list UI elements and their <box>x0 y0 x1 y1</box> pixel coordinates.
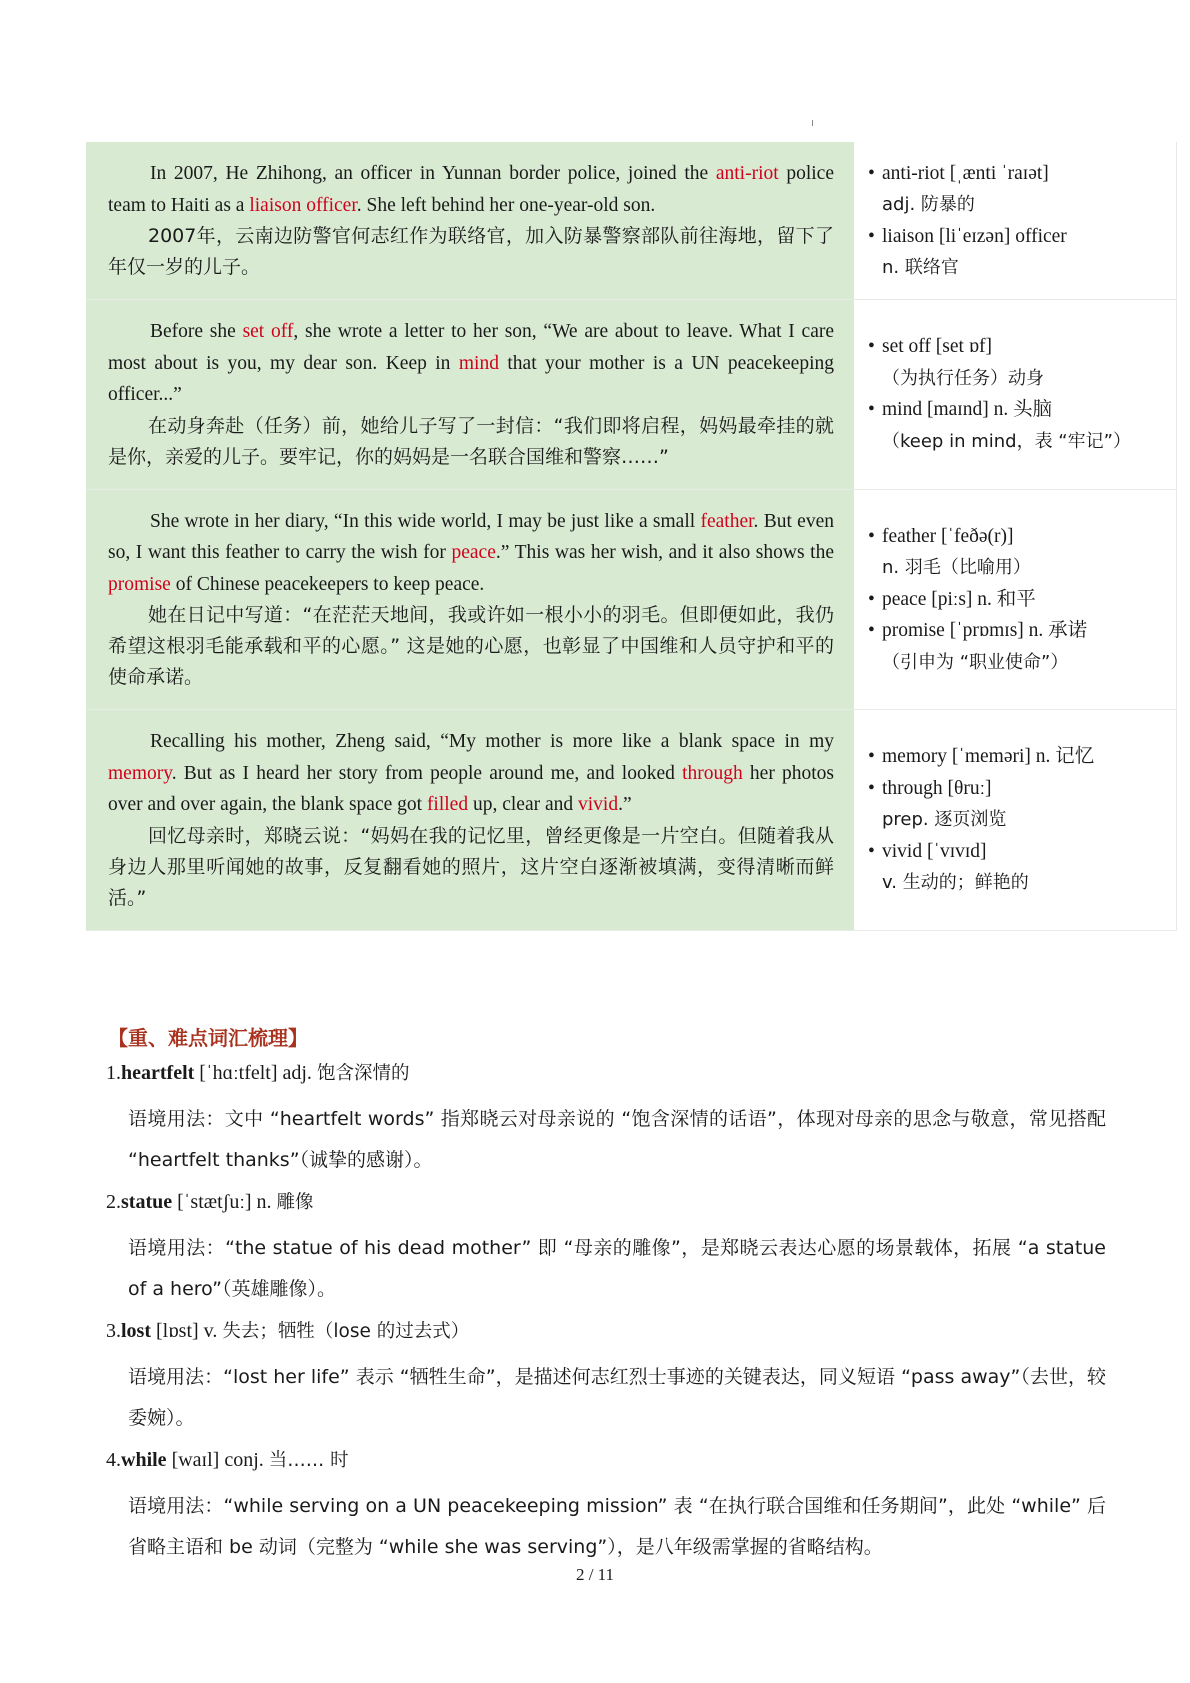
vocab-list <box>868 331 1164 457</box>
item-word: while <box>121 1449 167 1471</box>
vocab-entry <box>868 584 1164 616</box>
passage-english: Before she set off, she wrote a letter to her son, “We are about to leave. What I care most about is you, my dear son. Keep in mind that your mother is a UN peacekeeping officer...” <box>108 321 834 405</box>
item-usage: 语境用法：“while serving on a UN peacekeeping mission” 表 “在执行联合国维和任务期间”，此处 “while” 后省略主语和 be 动词（完整为 “while she was serving”），是八年级需掌握的省略结构。 <box>128 1495 1106 1558</box>
item-number: 4. <box>106 1449 121 1471</box>
vocab-gloss: （引申为 “职业使命”） <box>882 651 1069 673</box>
vocab-entry <box>868 615 1164 678</box>
item-usage: 语境用法：“lost her life” 表示 “牺牲生命”，是描述何志红烈士事迹的关键表达，同义短语 “pass away”（去世，较委婉）。 <box>128 1366 1106 1429</box>
vocab-gloss: n. 联络官 <box>882 257 959 278</box>
vocab-entry <box>868 773 1164 836</box>
vocab-items <box>106 1060 1106 1576</box>
vocab-item <box>106 1060 1106 1181</box>
passage-english: In 2007, He Zhihong, an officer in Yunnan border police, joined the anti-riot police team to Haiti as a liaison officer. She left behind her one-year-old son. <box>108 163 834 216</box>
vocab-item-heading <box>106 1189 1106 1216</box>
vocab-item-heading <box>106 1318 1106 1345</box>
item-phonetic: [ˈstætʃuː] n. <box>172 1191 277 1213</box>
vocab-entry <box>868 741 1164 773</box>
item-usage: 语境用法：“the statue of his dead mother” 即 “母亲的雕像”，是郑晓云表达心愿的场景载体，拓展 “a statue of a hero”（英雄雕像）。 <box>128 1237 1106 1300</box>
item-word: lost <box>121 1320 151 1342</box>
vocab-word: • through [θruː] <box>882 777 992 799</box>
vocab-cell <box>854 489 1177 710</box>
vocab-word: • feather [ˈfeðə(r)] <box>882 525 1014 547</box>
reading-table <box>86 142 1177 931</box>
reading-row <box>86 300 1177 490</box>
vocab-word: • peace [piːs] n. 和平 <box>882 588 1036 610</box>
vocab-gloss: prep. 逐页浏览 <box>882 809 1007 830</box>
vocab-gloss: （为执行任务）动身 <box>882 367 1044 389</box>
item-word: statue <box>121 1191 173 1213</box>
item-meaning: 饱含深情的 <box>316 1063 410 1084</box>
vocab-item <box>106 1189 1106 1310</box>
vocab-word: • memory [ˈmeməri] n. 记忆 <box>882 746 1095 767</box>
vocab-entry <box>868 394 1164 457</box>
vocab-cell <box>854 710 1177 931</box>
vocab-entry <box>868 221 1164 284</box>
item-word: heartfelt <box>121 1062 195 1084</box>
vocab-cell <box>854 300 1177 490</box>
vocab-entry <box>868 331 1164 394</box>
vocab-list <box>868 158 1164 284</box>
passage-chinese: 回忆母亲时，郑晓云说：“妈妈在我的记忆里，曾经更像是一片空白。但随着我从身边人那里听闻她的故事，反复翻看她的照片，这片空白逐渐被填满，变得清晰而鲜活。” <box>108 824 834 909</box>
vocab-word: • anti-riot [ˌænti ˈraɪət] <box>882 162 1049 184</box>
vocab-entry <box>868 158 1164 221</box>
page-number: 2 / 11 <box>575 1565 615 1584</box>
reading-rows <box>86 142 1177 930</box>
vocab-list <box>868 521 1164 679</box>
item-meaning: 当…… 时 <box>268 1450 349 1471</box>
vocab-word: • vivid [ˈvɪvɪd] <box>882 840 987 862</box>
vocab-cell <box>854 142 1177 300</box>
vocab-item-heading <box>106 1060 1106 1087</box>
passage-cell <box>86 489 854 710</box>
vocab-list <box>868 741 1164 899</box>
vocab-gloss: v. 生动的；鲜艳的 <box>882 872 1029 893</box>
vocab-item <box>106 1318 1106 1439</box>
item-phonetic: [lɒst] v. <box>151 1320 223 1342</box>
passage-chinese: 在动身奔赴（任务）前，她给儿子写了一封信：“我们即将启程，妈妈最牵挂的就是你，亲爱的儿子。要牢记，你的妈妈是一名联合国维和警察……” <box>108 414 834 468</box>
vocab-item-heading <box>106 1447 1106 1474</box>
item-usage: 语境用法：文中 “heartfelt words” 指郑晓云对母亲说的 “饱含深情的话语”，体现对母亲的思念与敬意，常见搭配 “heartfelt thanks”（诚挚的感谢）。 <box>128 1108 1106 1171</box>
vocab-word: • liaison [liˈeɪzən] officer <box>882 225 1067 247</box>
reading-row <box>86 489 1177 710</box>
reading-row <box>86 710 1177 931</box>
vocab-gloss: （keep in mind，表 “牢记”） <box>882 430 1131 452</box>
reading-row <box>86 142 1177 300</box>
item-phonetic: [ˈhɑːtfelt] adj. <box>194 1062 317 1084</box>
item-meaning: 雕像 <box>276 1192 314 1213</box>
page-mark <box>812 120 813 126</box>
vocab-word: • mind [maɪnd] n. 头脑 <box>882 399 1053 421</box>
vocab-entry <box>868 521 1164 584</box>
passage-chinese: 2007年，云南边防警官何志红作为联络官，加入防暴警察部队前往海地，留下了年仅一岁的儿子。 <box>108 225 834 278</box>
item-number: 3. <box>106 1320 121 1342</box>
item-number: 2. <box>106 1191 121 1213</box>
vocab-word: • promise [ˈprɒmɪs] n. 承诺 <box>882 620 1088 641</box>
passage-cell <box>86 142 854 300</box>
vocab-entry <box>868 836 1164 899</box>
item-phonetic: [waɪl] conj. <box>166 1449 269 1471</box>
item-number: 1. <box>106 1062 121 1084</box>
passage-english: She wrote in her diary, “In this wide world, I may be just like a small feather. But even so, I want this feather to carry the wish for peace.” This was her wish, and it also shows the promise of Chinese peacekeepers to keep peace. <box>108 510 834 595</box>
vocab-gloss: adj. 防暴的 <box>882 194 975 215</box>
passage-english: Recalling his mother, Zheng said, “My mother is more like a blank space in my memory. But as I heard her story from people around me, and looked through her photos over and over again, the blank space got filled up, clear and vivid.” <box>108 731 835 815</box>
passage-cell <box>86 710 854 931</box>
passage-chinese: 她在日记中写道：“在茫茫天地间，我或许如一根小小的羽毛。但即便如此，我仍希望这根羽毛能承载和平的心愿。” 这是她的心愿，也彰显了中国维和人员守护和平的使命承诺。 <box>108 604 834 688</box>
passage-cell <box>86 300 854 490</box>
section-title: 【重、难点词汇梳理】 <box>108 1026 308 1050</box>
item-meaning: 失去；牺牲（lose 的过去式） <box>222 1321 470 1342</box>
vocab-word: • set off [set ɒf] <box>882 336 993 358</box>
vocab-gloss: n. 羽毛（比喻用） <box>882 557 1031 578</box>
vocab-item <box>106 1447 1106 1568</box>
